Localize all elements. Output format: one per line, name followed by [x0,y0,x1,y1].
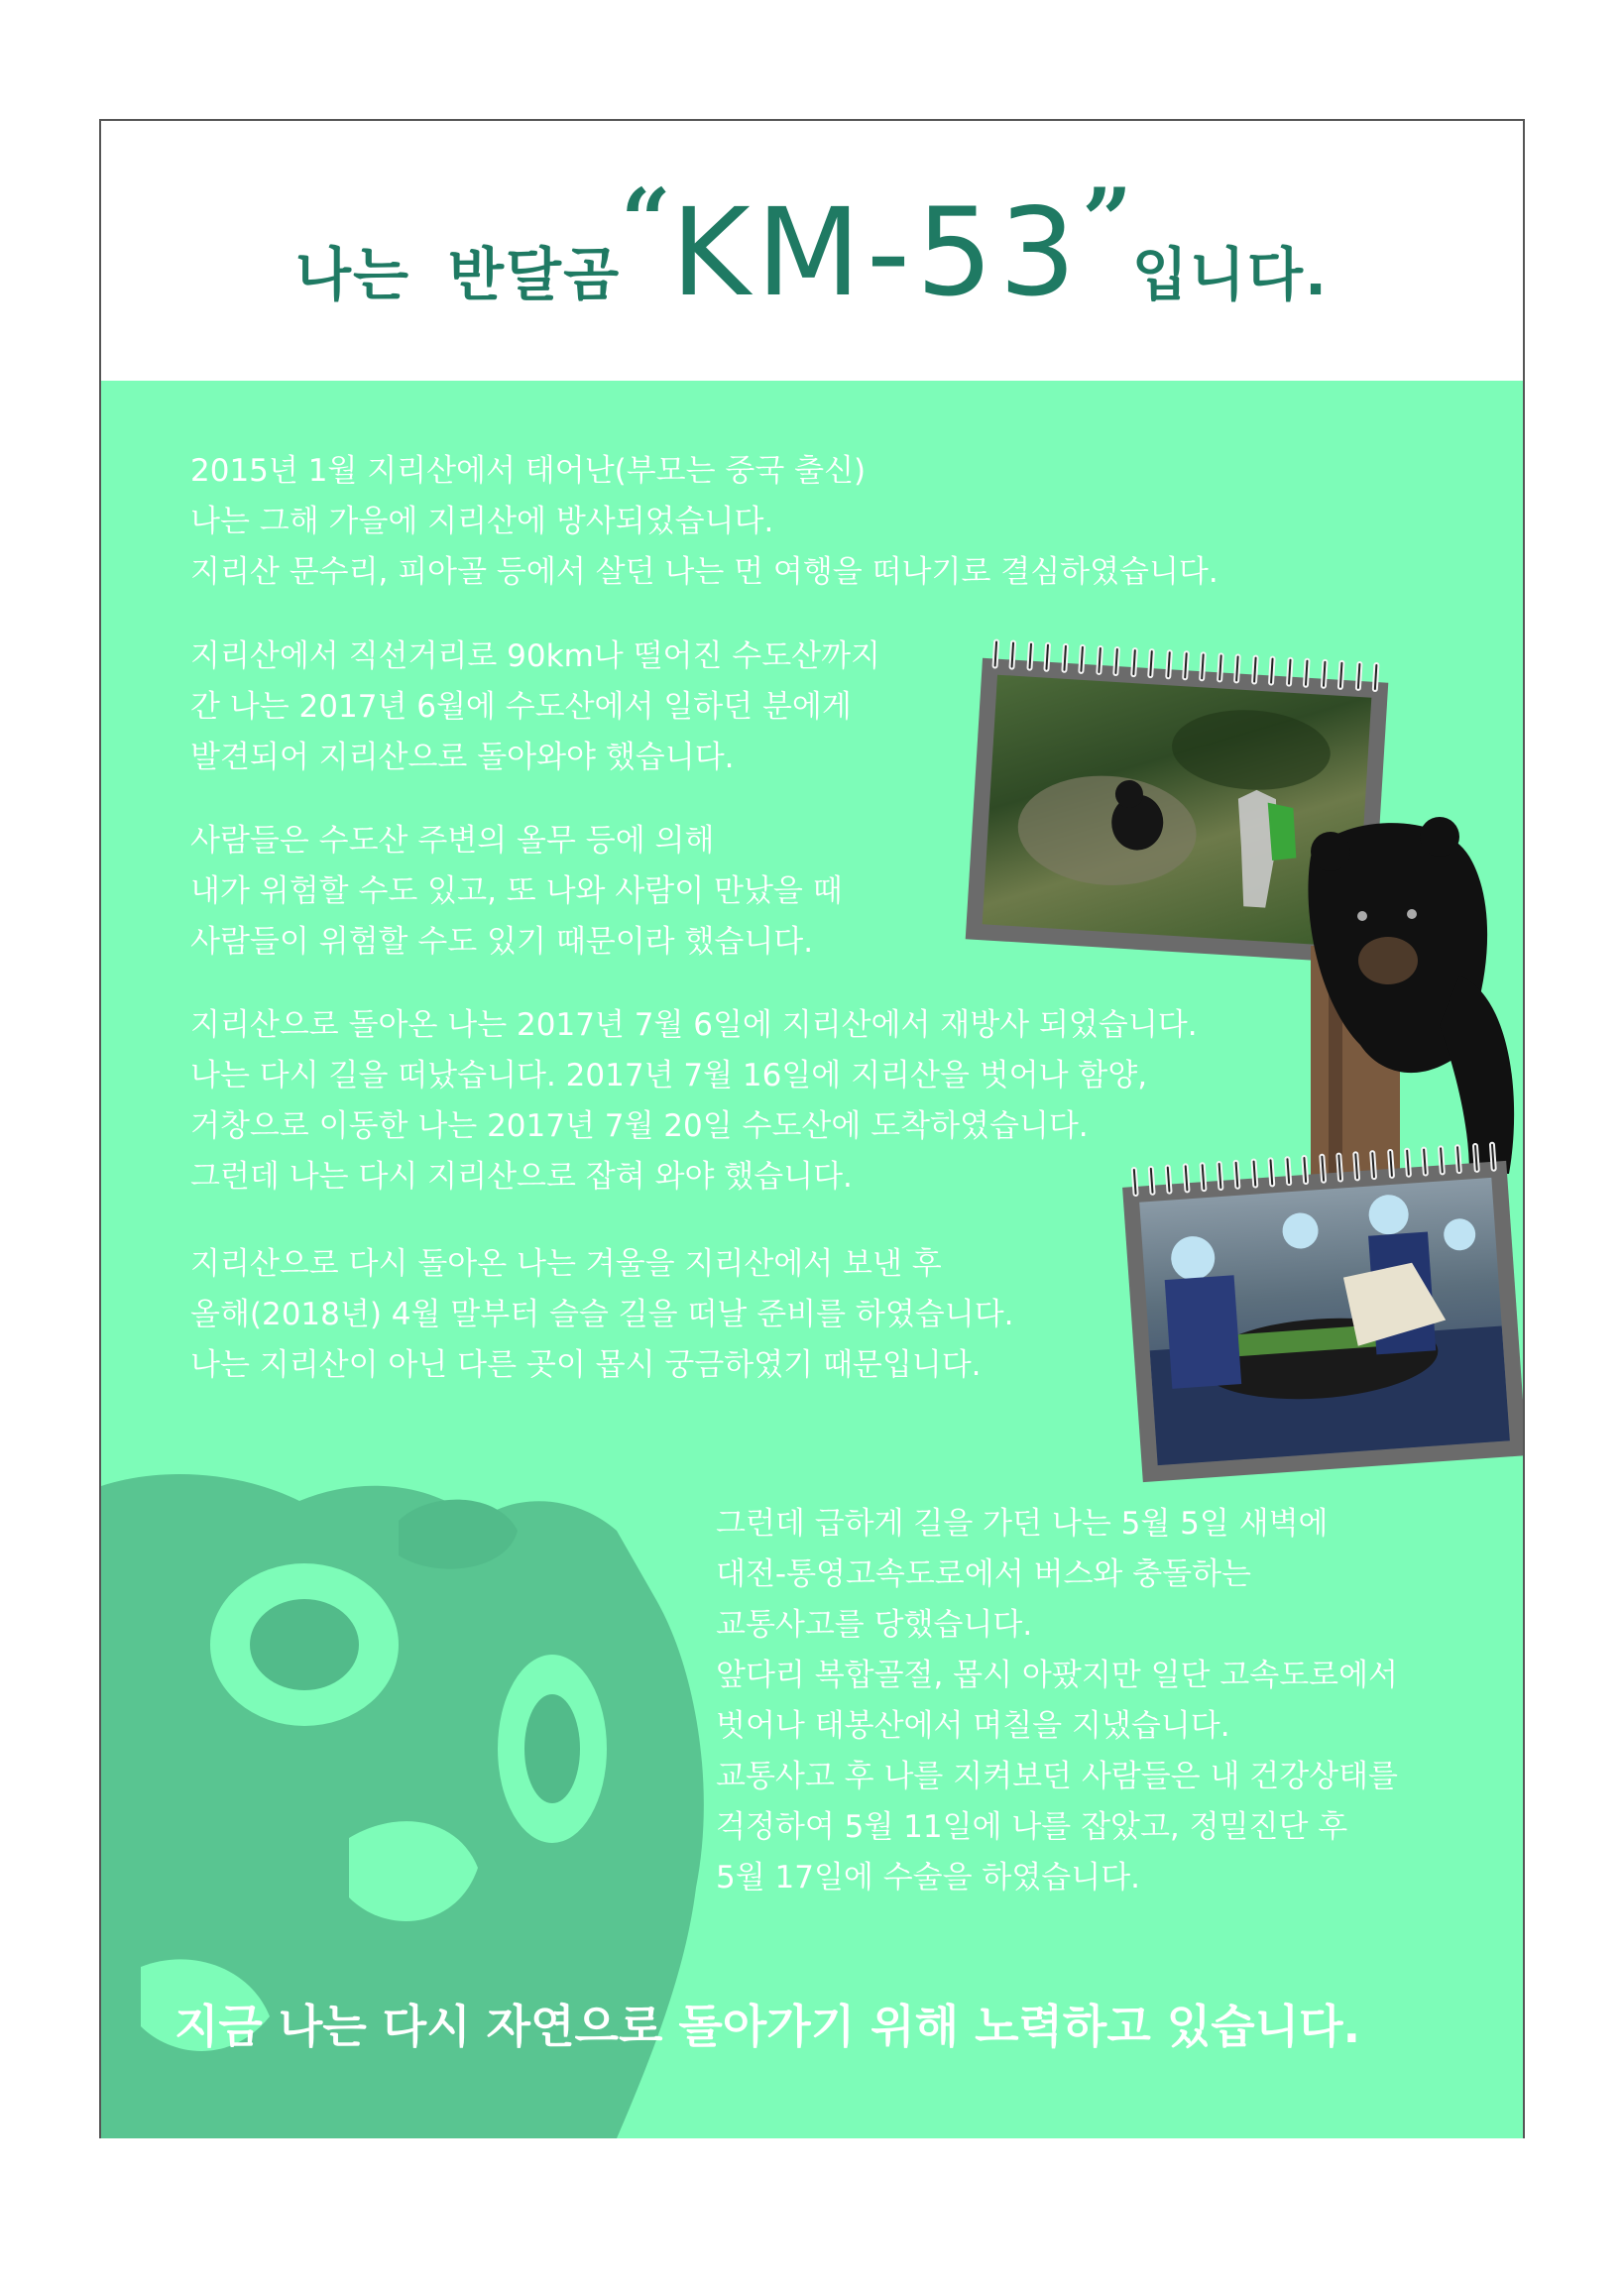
text-line: 그런데 급하게 길을 가던 나는 5월 5일 새벽에 [716,1506,1329,1542]
text-line: 대전-통영고속도로에서 버스와 충돌하는 [716,1556,1251,1592]
closing-statement: 지금 나는 다시 자연으로 돌아가기 위해 노력하고 있습니다. [174,2000,1361,2053]
text-line: 나는 다시 길을 떠났습니다. 2017년 7월 16일에 지리산을 벗어나 함양, [190,1058,1148,1093]
text-line: 2015년 1월 지리산에서 태어난(부모는 중국 출신) [190,453,867,489]
text-line: 지리산으로 다시 돌아온 나는 겨울을 지리산에서 보낸 후 [190,1246,942,1282]
surgery-photo [1122,1161,1523,1482]
paragraph-rerelease [190,1000,1198,1203]
text-line: 그런데 나는 다시 지리산으로 잡혀 와야 했습니다. [190,1159,853,1195]
paragraph-winter [190,1239,1014,1391]
text-line: 발견되어 지리산으로 돌아와야 했습니다. [190,740,735,775]
text-line: 앞다리 복합골절, 몹시 아팠지만 일단 고속도로에서 [716,1658,1398,1693]
open-quote: “ [621,169,671,272]
text-line: 사람들이 위험할 수도 있기 때문이라 했습니다. [190,924,814,960]
close-quote: ” [1082,169,1132,272]
text-line: 지리산 문수리, 피아골 등에서 살던 나는 먼 여행을 떠나기로 결심하였습니다. [190,554,1218,590]
paragraph-danger-reason [190,816,843,968]
text-line: 나는 그해 가을에 지리산에 방사되었습니다. [190,504,774,539]
text-line: 간 나는 2017년 6월에 수도산에서 일하던 분에게 [190,689,852,725]
text-line: 걱정하여 5월 11일에 나를 잡았고, 정밀진단 후 [716,1809,1348,1845]
paragraph-sudosan-trip [190,631,880,783]
text-line: 지리산으로 돌아온 나는 2017년 7월 6일에 지리산에서 재방사 되었습니다. [190,1007,1198,1043]
title-suffix: 입니다. [1131,241,1330,308]
text-line: 교통사고를 당했습니다. [716,1607,1033,1643]
text-line: 내가 위험할 수도 있고, 또 나와 사람이 만났을 때 [190,873,843,909]
text-line: 사람들은 수도산 주변의 올무 등에 의해 [190,823,715,859]
paragraph-birth [190,446,1218,598]
text-line: 나는 지리산이 아닌 다른 곳이 몹시 궁금하였기 때문입니다. [190,1347,982,1383]
title-prefix-1: 나는 [294,241,411,308]
page-title [0,169,1624,323]
text-line: 벗어나 태봉산에서 며칠을 지냈습니다. [716,1708,1230,1744]
text-line: 올해(2018년) 4월 말부터 슬슬 길을 떠날 준비를 하였습니다. [190,1297,1014,1332]
text-line: 교통사고 후 나를 지켜보던 사람들은 내 건강상태를 [716,1759,1398,1794]
bear-name: KM-53 [670,182,1083,323]
text-line: 거창으로 이동한 나는 2017년 7월 20일 수도산에 도착하였습니다. [190,1108,1089,1144]
text-line: 5월 17일에 수술을 하였습니다. [716,1860,1140,1895]
paragraph-accident [716,1499,1398,1903]
text-line: 지리산에서 직선거리로 90km나 떨어진 수도산까지 [190,638,880,674]
title-prefix-2: 반달곰 [448,241,622,308]
surgery-scene-illustration [1139,1178,1510,1465]
